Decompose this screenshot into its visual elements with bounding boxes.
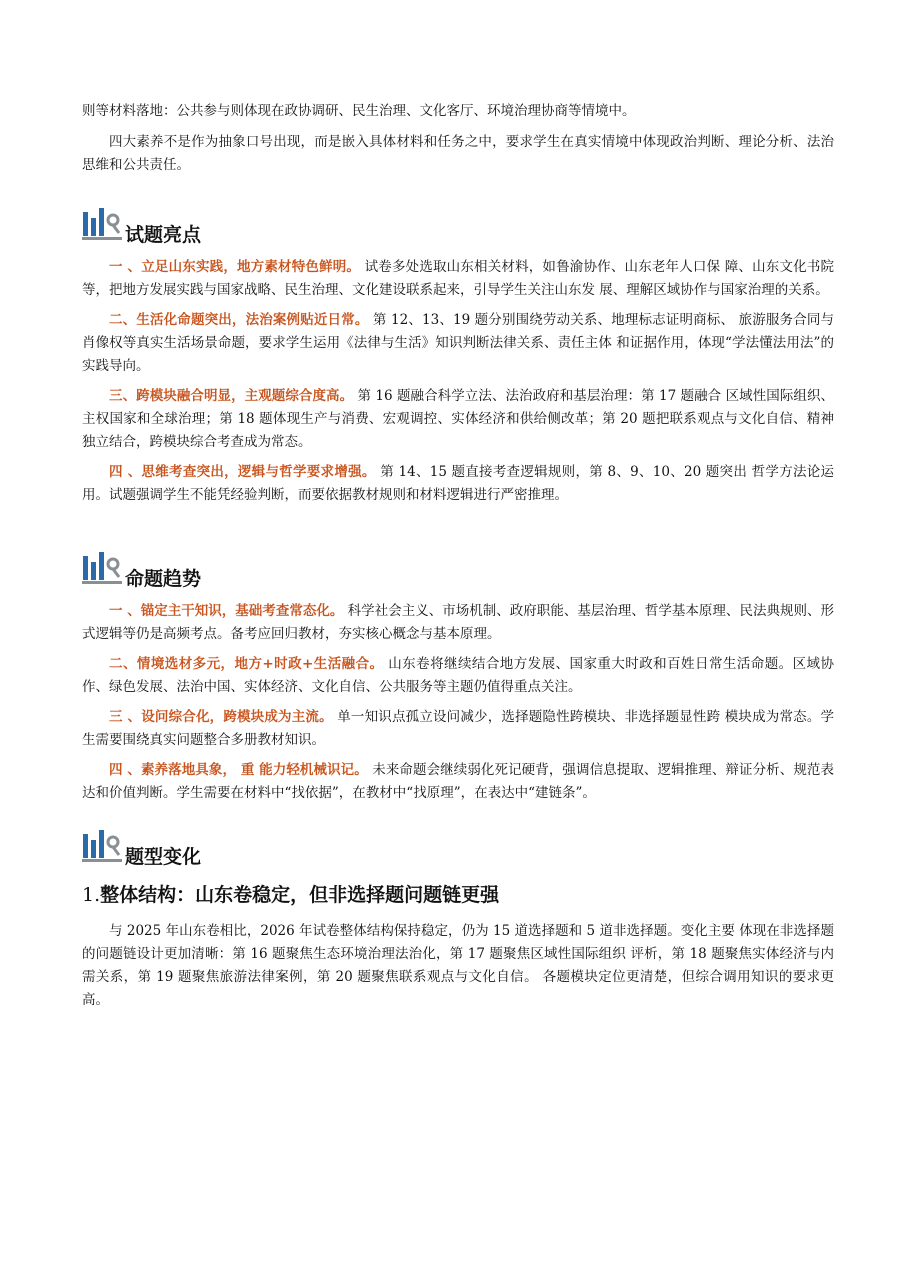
bar-chart-icon [82,828,124,864]
bar-chart-icon [82,206,124,242]
list-item [82,309,834,378]
section-heading-changes [82,824,202,868]
item-body: 未来命题会继续弱化死记硬背，强调信息提取、逻辑推理、辩证分析、规范表达和价值判断。学生需要在材料中“找依据”，在教材中“找原理”，在表达中“建链条”。 [82,762,834,801]
item-heading: 二、生活化命题突出，法治案例贴近日常。 [109,312,369,328]
subsection-title: 整体结构：山东卷稳定，但非选择题问题链更强 [100,884,500,906]
item-body: 试卷多处选取山东相关材料，如鲁渝协作、山东老年人口保 障、山东文化书院等，把地方发展实践与国家战略、民生治理、文化建设联系起来，引导学生关注山东发 展、理解区域协作与国家治理的关系。 [82,259,834,298]
item-body: 山东卷将继续结合地方发展、国家重大时政和百姓日常生活命题。区域协作、绿色发展、法治中国、实体经济、文化自信、公共服务等主题仍值得重点关注。 [82,656,834,695]
list-item [82,759,834,805]
item-body: 第 16 题融合科学立法、法治政府和基层治理：第 17 题融合 区域性国际组织、主权国家和全球治理；第 18 题体现生产与消费、宏观调控、实体经济和供给侧改革；第 20 题把联系观点与文化自信、精神独立结合，跨模块综合考查成为常态。 [82,388,835,450]
item-heading: 三 、设问综合化，跨模块成为主流。 [109,709,333,725]
intro-paragraph-1: 则等材料落地：公共参与则体现在政协调研、民生治理、文化客厅、环境治理协商等情境中。 [82,103,636,119]
list-item [82,600,834,646]
item-heading: 一 、立足山东实践，地方素材特色鲜明。 [109,259,361,275]
section-title: 命题趋势 [125,568,202,590]
list-item [82,461,834,507]
intro-paragraph-2: 四大素养不是作为抽象口号出现，而是嵌入具体材料和任务之中，要求学生在真实情境中体现政治判断、理论分析、法治思维和公共责任。 [82,134,834,173]
section-heading-highlights [82,202,202,246]
item-heading: 一 、锚定主干知识，基础考查常态化。 [109,603,344,619]
item-body: 科学社会主义、市场机制、政府职能、基层治理、哲学基本原理、民法典规则、形式逻辑等仍是高频考点。备考应回归教材，夯实核心概念与基本原理。 [82,603,834,642]
highlights-list [82,256,834,507]
item-body: 单一知识点孤立设问减少，选择题隐性跨模块、非选择题显性跨 模块成为常态。学生需要围绕真实问题整合多册教材知识。 [82,709,834,748]
item-heading: 四 、素养落地具象， 重 能力轻机械识记。 [109,762,368,778]
section-heading-trends [82,546,202,590]
subsection-heading [82,880,842,907]
bar-chart-icon [82,550,124,586]
list-item [82,706,834,752]
section-title: 试题亮点 [125,224,202,246]
list-item [82,385,834,454]
item-heading: 三、跨模块融合明显，主观题综合度高。 [109,388,354,404]
subsection-number: 1. [82,884,101,906]
list-item [82,653,834,699]
item-heading: 二、情境选材多元，地方+时政+生活融合。 [109,656,384,672]
changes-paragraph: 与 2025 年山东卷相比，2026 年试卷整体结构保持稳定，仍为 15 道选择题和 5 道非选择题。变化主要 体现在非选择题的问题链设计更加清晰：第 16 题聚焦生态环境治理法治化，第 17 题聚焦区域性国际组织 评析，第 18 题聚焦实体经济与内需关系，第 19 题聚焦旅游法律案例，第 20 题聚焦联系观点与文化自信。 各题模块定位更清楚，但综合调用知识的要求更高。 [82,923,834,1008]
list-item [82,256,834,302]
changes-block [82,920,834,1012]
item-body: 第 14、15 题直接考查逻辑规则，第 8、9、10、20 题突出 哲学方法论运用。试题强调学生不能凭经验判断，而要依据教材规则和材料逻辑进行严密推理。 [82,464,835,503]
item-heading: 四 、思维考查突出，逻辑与哲学要求增强。 [109,464,376,480]
intro-block [82,100,834,177]
trends-list [82,600,834,805]
section-title: 题型变化 [125,846,202,868]
item-body: 第 12、13、19 题分别围绕劳动关系、地理标志证明商标、 旅游服务合同与肖像权等真实生活场景命题，要求学生运用《法律与生活》知识判断法律关系、责任主体 和证据作用，体现“学法懂法用法”的实践导向。 [82,312,835,374]
